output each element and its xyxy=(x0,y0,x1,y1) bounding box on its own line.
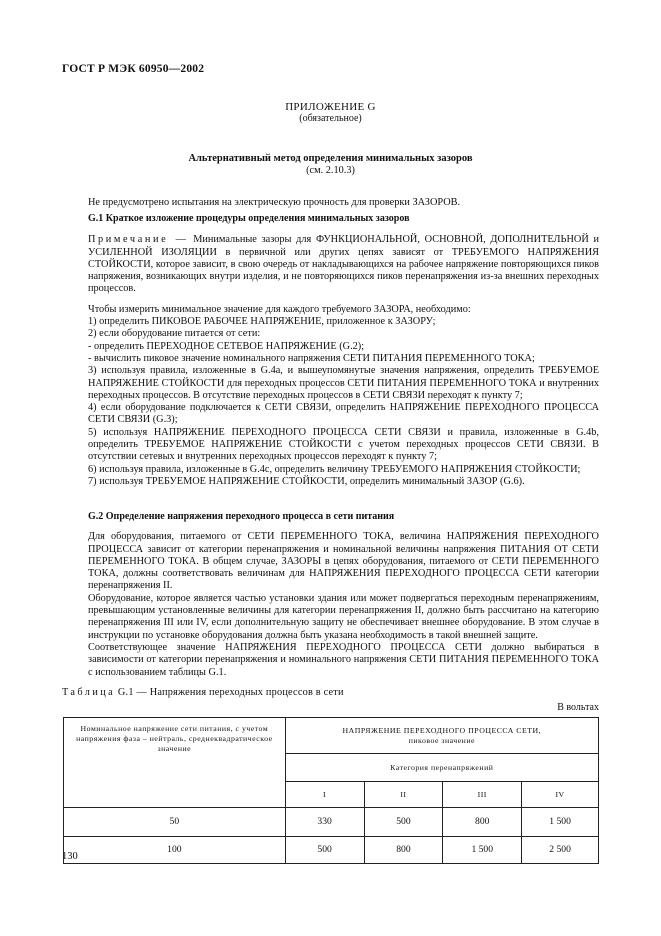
note-paragraph xyxy=(88,234,599,295)
table-cell: 500 xyxy=(364,808,443,837)
standard-header: ГОСТ Р МЭК 60950—2002 xyxy=(62,63,205,75)
table-cell: 500 xyxy=(285,837,364,864)
g2-paragraph: Соответствующее значение НАПРЯЖЕНИЯ ПЕРЕХОДНОГО ПРОЦЕССА СЕТИ должно выбираться в зависимости от категории перенапряжения и номинального напряжения СЕТИ ПИТАНИЯ ПЕРЕМЕННОГО ТОКА с использованием таблицы G.1. xyxy=(88,641,599,678)
method-title: Альтернативный метод определения минимальных зазоров xyxy=(188,153,473,164)
method-reference: (см. 2.10.3) xyxy=(306,165,355,177)
voltage-table xyxy=(63,717,599,864)
procedure-step: 6) используя правила, изложенные в G.4c, определить величину ТРЕБУЕМОГО НАПРЯЖЕНИЯ СТОЙКОСТИ; xyxy=(88,463,581,475)
table-cell-voltage: 50 xyxy=(64,808,286,837)
intro-block xyxy=(88,197,599,209)
category-label: IV xyxy=(522,782,599,808)
category-label: III xyxy=(443,782,522,808)
annex-title: ПРИЛОЖЕНИЕ G xyxy=(285,101,376,113)
transient-header-line2: пиковое значение xyxy=(408,735,475,745)
table-caption-text: G.1 — Напряжения переходных процессов в сети xyxy=(117,687,344,698)
g2-paragraph: Оборудование, которое является частью установки здания или может подвергаться переходным перенапряжениям, превышающим установленные величины для категории перенапряжения II, должно быть рассчитано на категорию перенапряжения III или IV, если дополнительную защиту не обеспечивает внешнее оборудование. В этом случае в инструкции по установке оборудования должна быть указана необходимость в такой внешней защите. xyxy=(88,592,599,641)
table-cell: 2 500 xyxy=(522,837,599,864)
method-heading xyxy=(0,153,661,178)
column-header-nominal-voltage: Номинальное напряжение сети питания, с учетом напряжения фаза – нейтраль, среднеквадратическое значение xyxy=(64,718,286,808)
procedure-step: Чтобы измерить минимальное значение для каждого требуемого ЗАЗОРА, необходимо: xyxy=(88,303,471,315)
table-caption xyxy=(62,687,344,699)
procedure-step: 5) используя НАПРЯЖЕНИЕ ПЕРЕХОДНОГО ПРОЦЕССА СЕТИ СВЯЗИ и правила, изложенные в G.4b, определить ТРЕБУЕМОЕ НАПРЯЖЕНИЕ СТОЙКОСТИ с учетом переходных процессов СЕТИ СВЯЗИ. В отсутствии сетевых и внутренних переходных процессов переходят к пункту 7; xyxy=(88,426,599,463)
procedure-step: - вычислить пиковое значение номинального напряжения СЕТИ ПИТАНИЯ ПЕРЕМЕННОГО ТОКА; xyxy=(88,352,535,364)
annex-status: (обязательное) xyxy=(299,113,362,125)
section-g1-heading: G.1 Краткое изложение процедуры определения минимальных зазоров xyxy=(88,213,410,224)
page-number: 130 xyxy=(62,851,78,862)
intro-paragraph: Не предусмотрено испытания на электрическую прочность для проверки ЗАЗОРОВ. xyxy=(88,197,461,208)
procedure-step: 1) определить ПИКОВОЕ РАБОЧЕЕ НАПРЯЖЕНИЕ, приложенное к ЗАЗОРУ; xyxy=(88,316,436,328)
category-label: I xyxy=(285,782,364,808)
procedure-step: 4) если оборудование подключается к СЕТИ СВЯЗИ, определить НАПРЯЖЕНИЕ ПЕРЕХОДНОГО ПРОЦЕССА СЕТИ СВЯЗИ (G.3); xyxy=(88,402,599,426)
procedure-step: 2) если оборудование питается от сети: xyxy=(88,328,261,340)
section-g1 xyxy=(88,213,599,488)
table-label: Таблица xyxy=(62,687,116,698)
table-units: В вольтах xyxy=(557,702,599,713)
annex-heading xyxy=(0,101,661,126)
procedure-step: 3) используя правила, изложенные в G.4a, и вышеупомянутые значения напряжения, определить ТРЕБУЕМОЕ НАПРЯЖЕНИЕ СТОЙКОСТИ для переходных процессов СЕТИ ПИТАНИЯ ПЕРЕМЕННОГО ТОКА и внутренних переходных процессов. В отсутствие переходных процессов в СЕТИ СВЯЗИ переходят к пункту 7; xyxy=(88,365,599,401)
procedure-steps xyxy=(88,304,599,488)
table-row xyxy=(64,837,599,864)
category-label: II xyxy=(364,782,443,808)
table-cell: 1 500 xyxy=(522,808,599,837)
note-text: Минимальные зазоры для ФУНКЦИОНАЛЬНОЙ, ОСНОВНОЙ, ДОПОЛНИТЕЛЬНОЙ и УСИЛЕННОЙ ИЗОЛЯЦИИ в первичной или других цепях зависят от ТРЕБУЕМОГО НАПРЯЖЕНИЯ СТОЙКОСТИ, которое зависит, в свою очередь от накладывающихся на рабочее напряжение повторяющихся пиков напряжения, возникающих внутри изделия, и не повторяющихся пиков перенапряжения из-за внешних переходных процессов. xyxy=(88,234,599,295)
table-cell-voltage: 100 xyxy=(64,837,286,864)
section-g2 xyxy=(88,511,599,679)
g2-paragraph: Для оборудования, питаемого от СЕТИ ПЕРЕМЕННОГО ТОКА, величина НАПРЯЖЕНИЯ ПЕРЕХОДНОГО ПРОЦЕССА зависит от категории перенапряжения и номинальной величины напряжения ПИТАНИЯ ОТ СЕТИ ПЕРЕМЕННОГО ТОКА. В общем случае, ЗАЗОРЫ в цепях оборудования, питаемого от СЕТИ ПЕРЕМЕННОГО ТОКА, должны соответствовать величинам для НАПРЯЖЕНИЯ ПЕРЕХОДНОГО ПРОЦЕССА СЕТИ категории перенапряжения II. xyxy=(88,531,599,592)
table-cell: 800 xyxy=(364,837,443,864)
transient-header-line1: НАПРЯЖЕНИЕ ПЕРЕХОДНОГО ПРОЦЕССА СЕТИ, xyxy=(342,725,542,735)
table-cell: 1 500 xyxy=(443,837,522,864)
procedure-step: - определить ПЕРЕХОДНОЕ СЕТЕВОЕ НАПРЯЖЕНИЕ (G.2); xyxy=(88,340,365,352)
procedure-step: 7) используя ТРЕБУЕМОЕ НАПРЯЖЕНИЕ СТОЙКОСТИ, определить минимальный ЗАЗОР (G.6). xyxy=(88,475,525,487)
table-cell: 330 xyxy=(285,808,364,837)
column-header-category: Категория перенапряжений xyxy=(285,754,598,782)
table-row xyxy=(64,808,599,837)
column-header-transient-voltage xyxy=(285,718,598,754)
table-cell: 800 xyxy=(443,808,522,837)
table-header-row xyxy=(64,718,599,754)
note-label: Примечание — xyxy=(88,234,189,246)
section-g2-heading: G.2 Определение напряжения переходного процесса в сети питания xyxy=(88,511,395,522)
